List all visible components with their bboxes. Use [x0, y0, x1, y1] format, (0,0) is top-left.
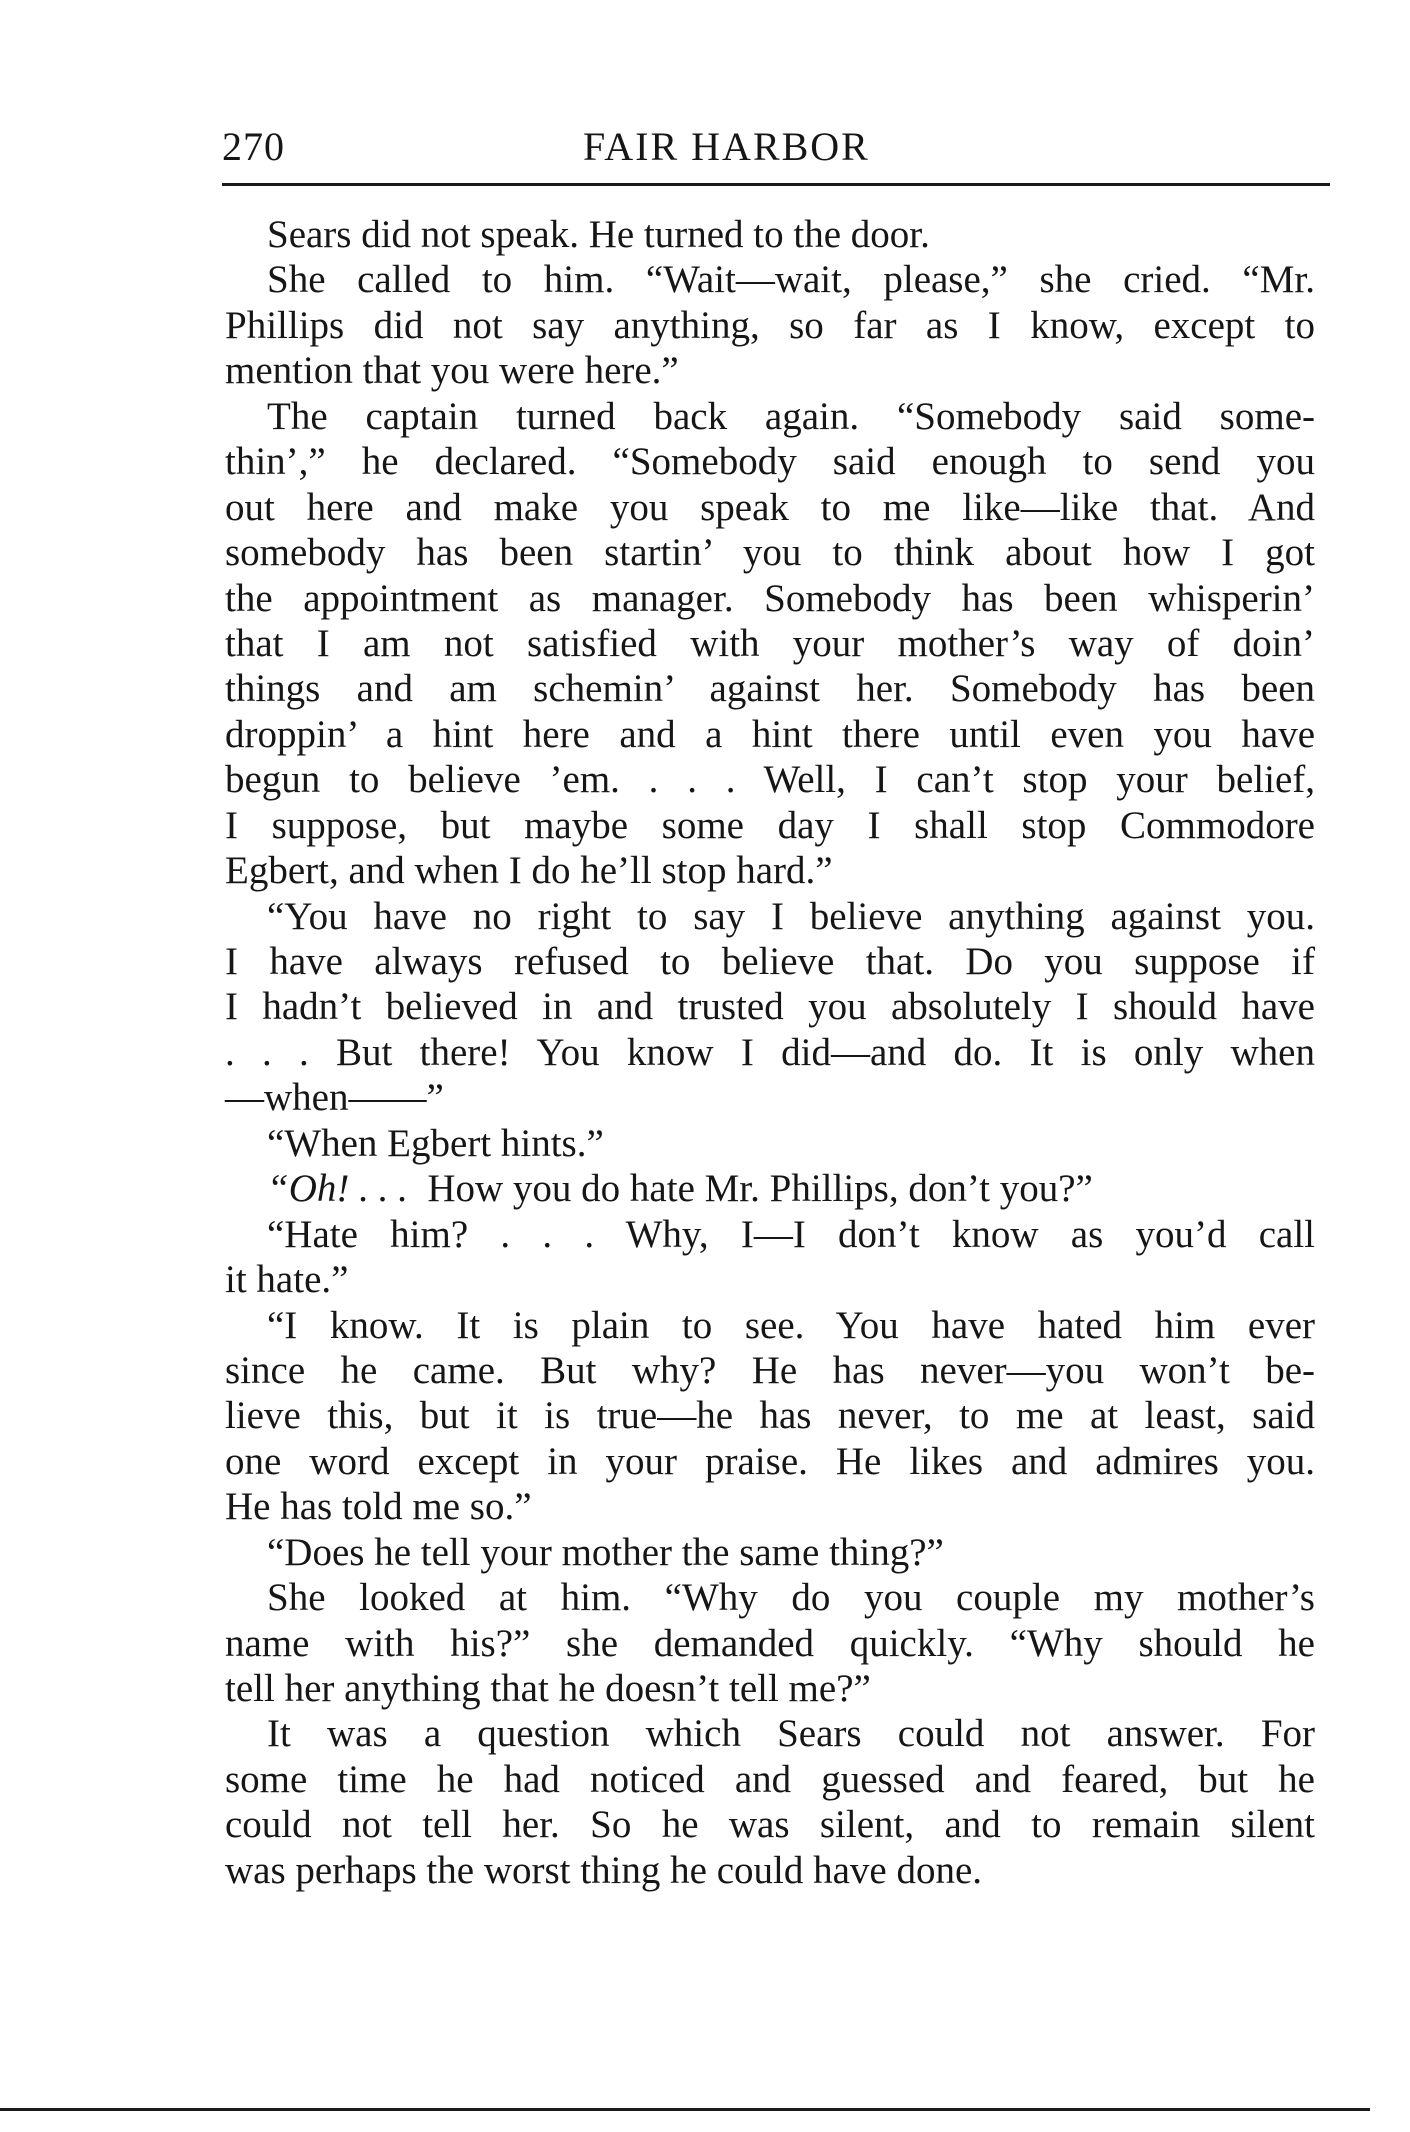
text-line: since he came. But why? He has never—you won’t be-: [225, 1348, 1315, 1392]
text-line: could not tell her. So he was silent, and to remain silent: [225, 1803, 1315, 1847]
text-line: mention that you were here.”: [225, 349, 679, 393]
text-line: out here and make you speak to me like—like that. And: [225, 485, 1315, 529]
text-line: name with his?” she demanded quickly. “Why should he: [225, 1621, 1315, 1665]
text-line: droppin’ a hint here and a hint there until even you have: [225, 712, 1315, 756]
text-line: was perhaps the worst thing he could have done.: [225, 1848, 983, 1892]
text-line: It was a question which Sears could not answer. For: [267, 1712, 1315, 1756]
text-line: the appointment as manager. Somebody has been whisperin’: [225, 576, 1315, 620]
text-line: some time he had noticed and guessed and feared, but he: [225, 1757, 1315, 1801]
text-line: —when——”: [225, 1076, 444, 1120]
text-line-remainder: How you do hate Mr. Phillips, don’t you?”: [427, 1167, 1093, 1211]
italic-exclamation: “Oh! . . .: [267, 1167, 408, 1211]
text-line: She called to him. “Wait—wait, please,” she cried. “Mr.: [267, 258, 1315, 302]
text-line: “When Egbert hints.”: [267, 1121, 604, 1165]
text-line: it hate.”: [225, 1258, 349, 1302]
text-line: thin’,” he declared. “Somebody said enough to send you: [225, 440, 1315, 484]
page-number: 270: [222, 124, 285, 169]
bottom-rule: [0, 2108, 1370, 2111]
text-line: She looked at him. “Why do you couple my mother’s: [267, 1576, 1315, 1620]
text-line: that I am not satisfied with your mother’s way of doin’: [225, 621, 1315, 665]
text-line: “Does he tell your mother the same thing?”: [267, 1530, 944, 1574]
text-line: The captain turned back again. “Somebody said some-: [267, 394, 1315, 438]
text-line: somebody has been startin’ you to think about how I got: [225, 531, 1315, 575]
text-line-mixed: [225, 1166, 1315, 1211]
text-line: “Hate him? . . . Why, I—I don’t know as you’d call: [267, 1212, 1315, 1256]
text-line: one word except in your praise. He likes and admires you.: [225, 1439, 1315, 1483]
text-line: “You have no right to say I believe anything against you.: [267, 894, 1315, 938]
body-text: [225, 212, 1315, 1893]
text-line: “I know. It is plain to see. You have hated him ever: [267, 1303, 1315, 1347]
text-line: I suppose, but maybe some day I shall stop Commodore: [225, 803, 1315, 847]
text-line: He has told me so.”: [225, 1485, 532, 1529]
text-line: Sears did not speak. He turned to the door.: [267, 213, 930, 256]
header-rule: [222, 183, 1330, 186]
text-line: I hadn’t believed in and trusted you absolutely I should have: [225, 985, 1315, 1029]
text-line: . . . But there! You know I did—and do. It is only when: [225, 1030, 1315, 1074]
text-line: Egbert, and when I do he’ll stop hard.”: [225, 849, 833, 893]
text-line: lieve this, but it is true—he has never, to me at least, said: [225, 1394, 1315, 1438]
text-line: things and am schemin’ against her. Somebody has been: [225, 667, 1315, 711]
text-line: Phillips did not say anything, so far as I know, except to: [225, 303, 1315, 347]
text-line: begun to believe ’em. . . . Well, I can’t stop your belief,: [225, 758, 1315, 802]
text-line: I have always refused to believe that. Do you suppose if: [225, 940, 1315, 983]
text-line: tell her anything that he doesn’t tell me?”: [225, 1667, 871, 1710]
running-title: FAIR HARBOR: [583, 124, 870, 169]
